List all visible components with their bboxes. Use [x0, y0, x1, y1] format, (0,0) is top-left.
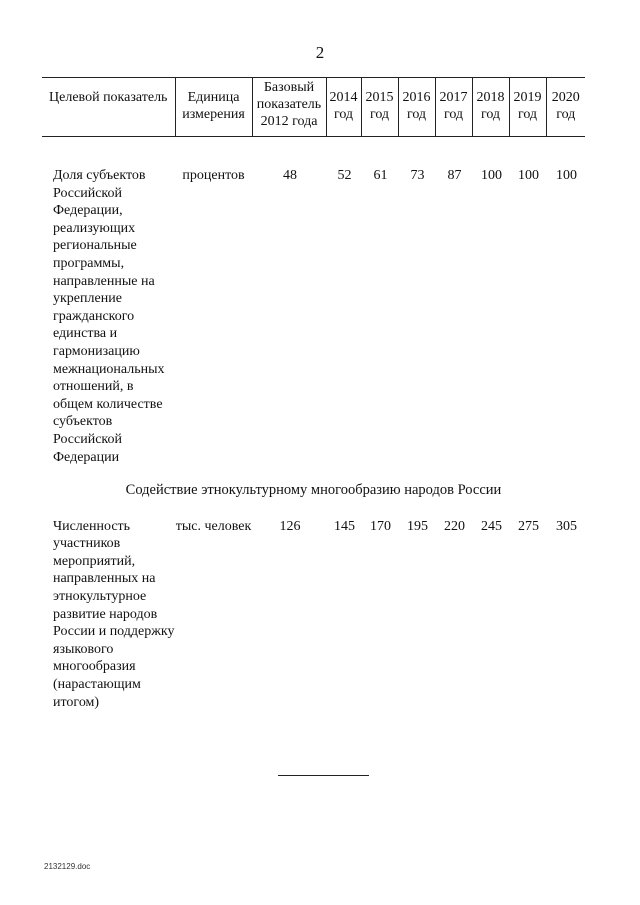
value-2019: 275 — [518, 518, 539, 534]
value-2015: 61 — [373, 168, 388, 183]
header-year-2019 — [509, 78, 546, 137]
year-label: год — [333, 107, 354, 122]
year-number: 2015 — [365, 90, 394, 105]
indicator-unit: тыс. человек — [175, 518, 252, 534]
document-id: 2132129.doc — [44, 862, 91, 871]
header-year-2018 — [472, 78, 509, 137]
header-year-2016 — [398, 78, 435, 137]
end-divider — [278, 775, 369, 776]
indicator-name: Численность участников мероприятий, направленных на этнокультурное развитие народов России и поддержку языкового многообразия (нарастающим итогом) — [53, 518, 175, 710]
value-2019: 100 — [518, 168, 539, 183]
year-label: год — [480, 107, 501, 122]
value-2018: 100 — [481, 168, 502, 183]
indicator-unit: процентов — [182, 168, 245, 183]
year-label: год — [556, 107, 576, 122]
year-label: год — [406, 107, 427, 122]
table-row — [42, 518, 585, 712]
table-row — [42, 167, 585, 466]
indicators-table — [42, 77, 585, 711]
header-year-2014 — [326, 78, 361, 137]
value-2017: 87 — [447, 168, 462, 183]
section-title: Содействие этнокультурному многообразию народов России — [125, 482, 502, 499]
year-label: год — [369, 107, 390, 122]
base-value: 126 — [279, 518, 301, 534]
value-2016: 73 — [410, 168, 425, 183]
value-2020: 305 — [556, 518, 577, 534]
year-label: год — [443, 107, 464, 122]
header-year-2017 — [435, 78, 472, 137]
indicator-name: Доля субъектов Российской Федерации, реализующих региональные программы, направленные на укрепление гражданского единства и гармонизацию межнациональных отношений, в общем количестве субъектов Российской Федерации — [53, 168, 165, 465]
header-unit: Единица измерения — [175, 78, 252, 137]
value-2014: 52 — [337, 168, 352, 183]
year-number: 2019 — [513, 90, 542, 105]
section-row — [42, 466, 585, 518]
value-2015: 170 — [370, 518, 391, 534]
year-label: год — [517, 107, 538, 122]
year-number: 2020 — [551, 90, 580, 105]
value-2020: 100 — [556, 168, 577, 183]
page-number: 2 — [315, 43, 325, 62]
value-2014: 145 — [334, 518, 355, 534]
value-2016: 195 — [407, 518, 428, 534]
table-header-row — [42, 78, 585, 137]
year-number: 2016 — [402, 90, 431, 105]
value-2018: 245 — [481, 518, 502, 534]
header-indicator: Целевой показатель — [42, 78, 175, 137]
year-number: 2014 — [329, 90, 358, 105]
value-2017: 220 — [444, 518, 465, 534]
year-number: 2017 — [439, 90, 468, 105]
header-base: Базовый показатель 2012 года — [252, 78, 326, 137]
year-number: 2018 — [476, 90, 505, 105]
header-year-2015 — [361, 78, 398, 137]
base-value: 48 — [283, 168, 297, 183]
header-year-2020 — [546, 78, 585, 137]
table-spacer — [42, 137, 585, 168]
